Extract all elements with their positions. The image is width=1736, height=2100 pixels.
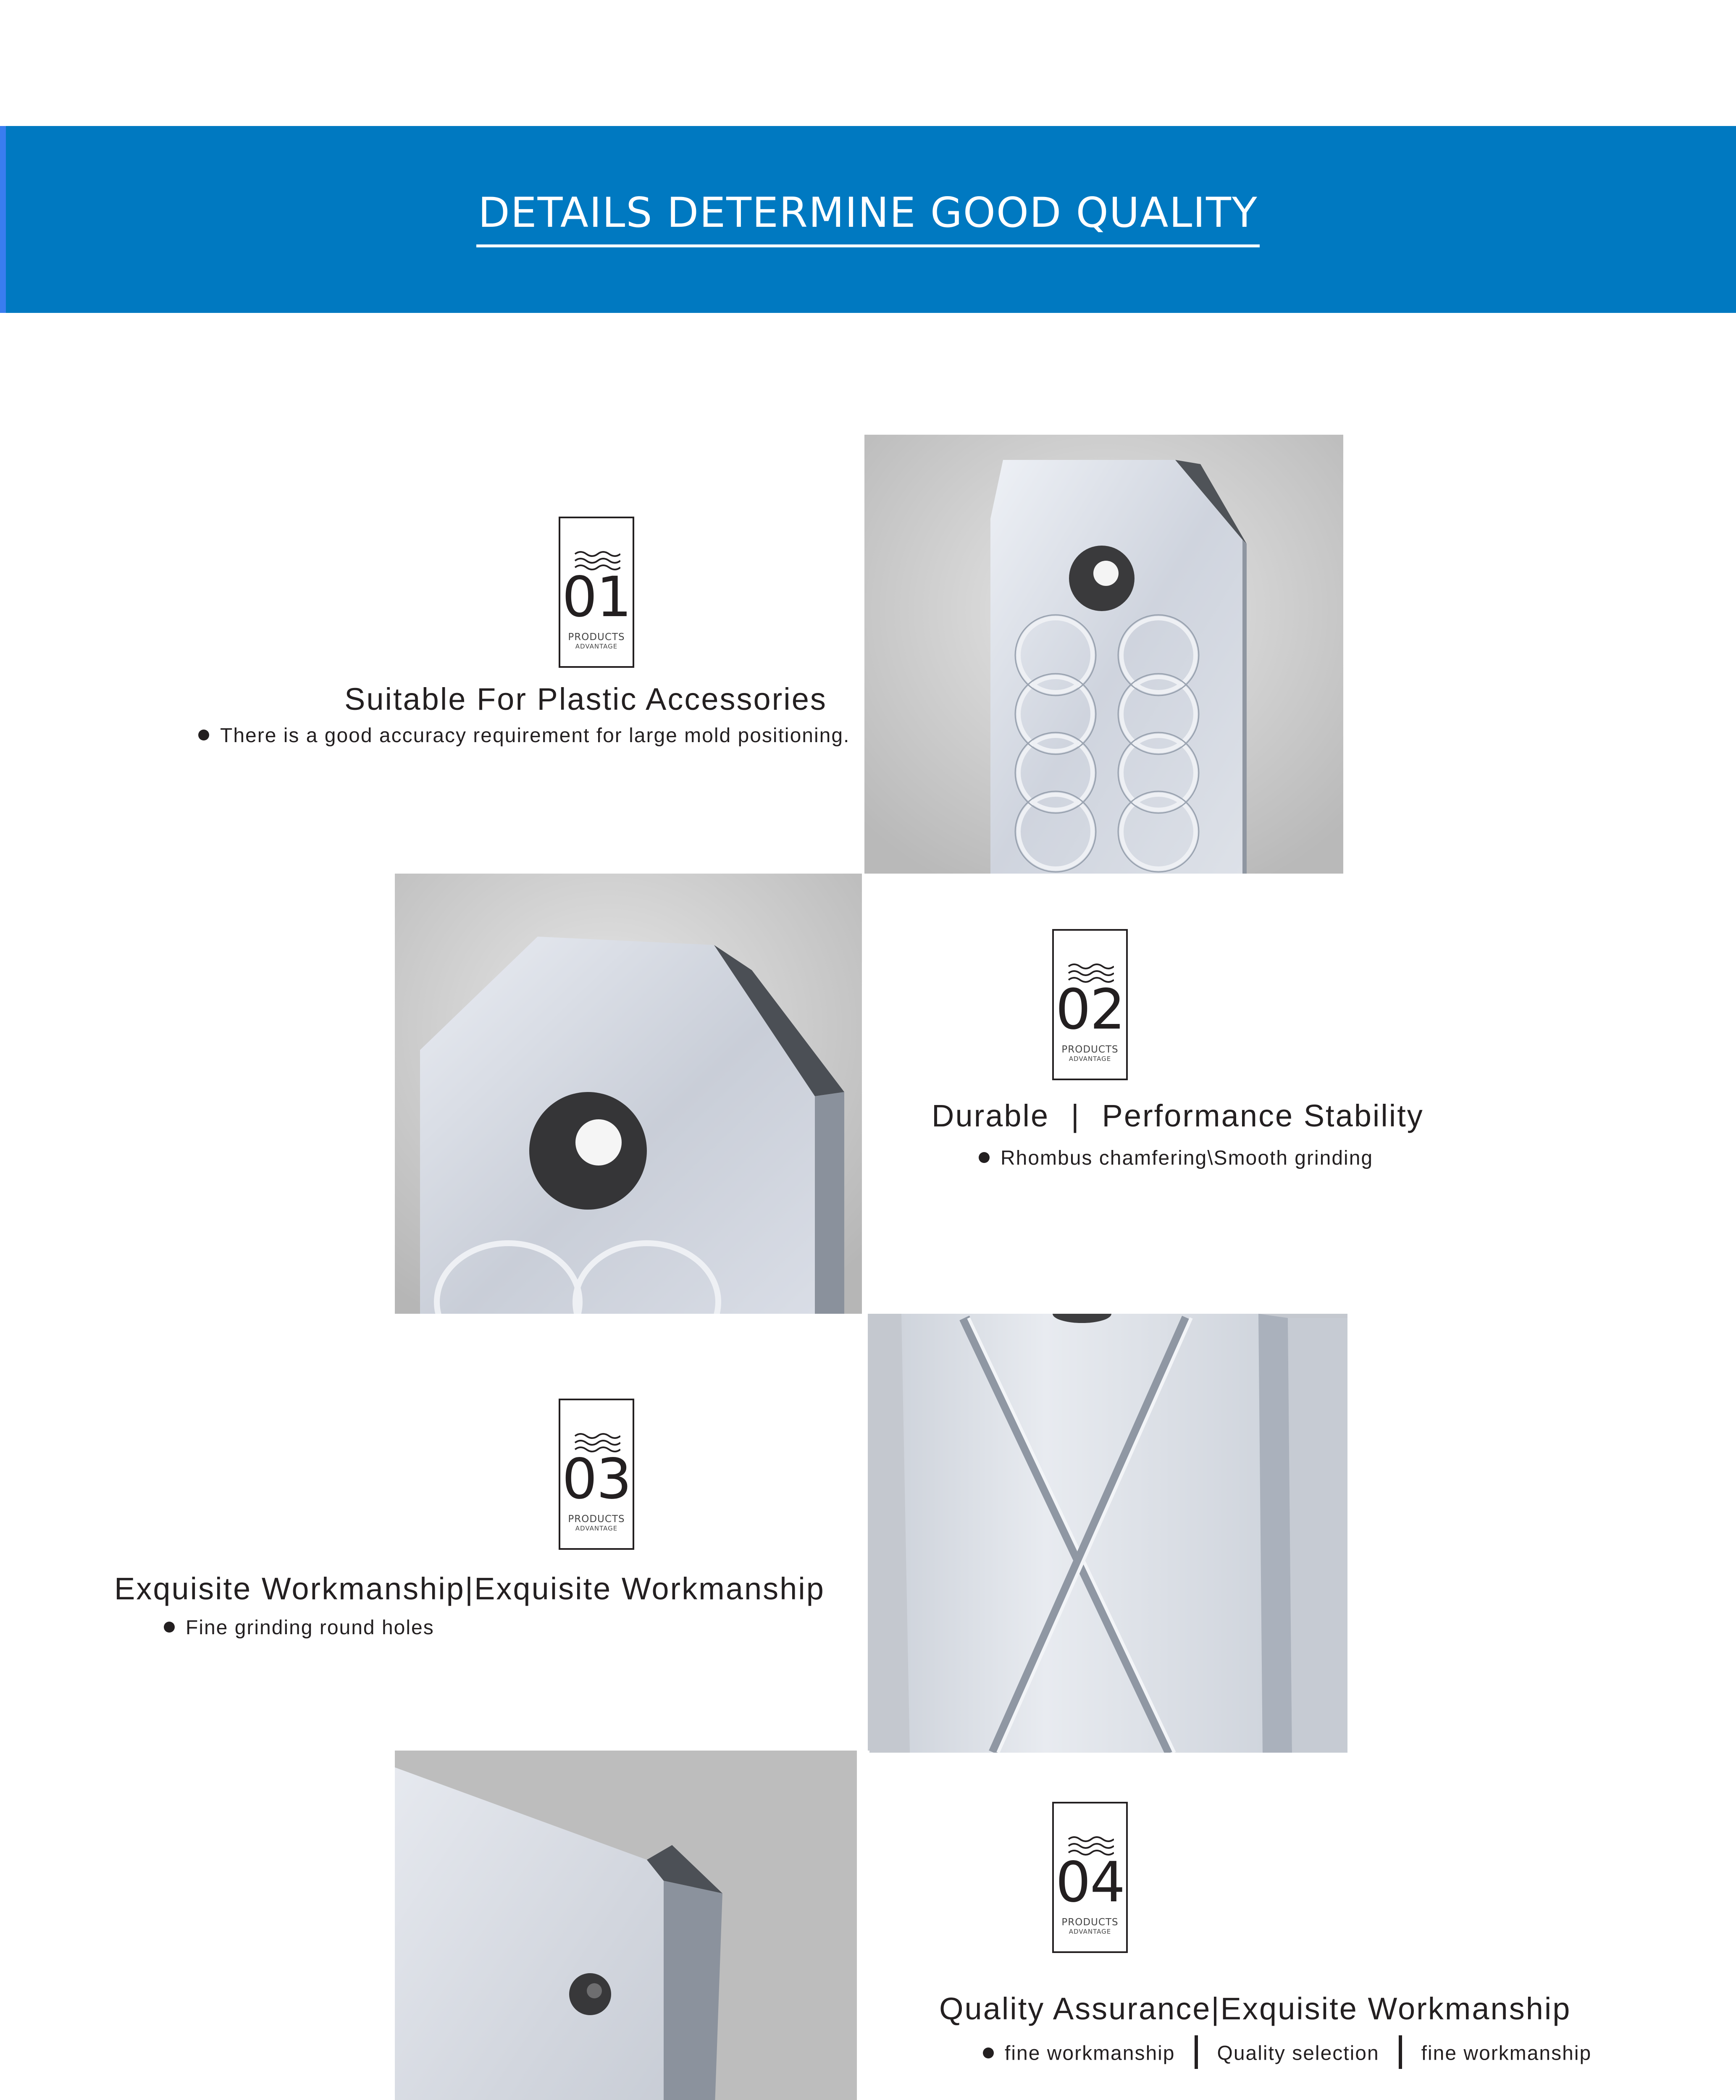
badge-caption-advantage: ADVANTAGE: [575, 643, 618, 650]
banner-title: [0, 189, 1736, 247]
point-text-3: fine workmanship: [1421, 2042, 1592, 2065]
section-03-badge: [559, 1399, 634, 1550]
heading-part-2: Performance Stability: [1102, 1098, 1424, 1133]
bullet-icon: [164, 1622, 175, 1633]
section-03-point: [164, 1616, 434, 1639]
section-04-badge: [1052, 1802, 1128, 1953]
badge-caption-advantage: ADVANTAGE: [1069, 1055, 1111, 1063]
badge-caption-advantage: ADVANTAGE: [1069, 1928, 1111, 1935]
product-photo-1: [864, 435, 1343, 874]
bullet-icon: [983, 2048, 994, 2058]
section-02-badge: [1052, 929, 1128, 1080]
bullet-icon: [979, 1152, 990, 1163]
section-number: 02: [1056, 977, 1124, 1042]
section-04-heading: Quality Assurance|Exquisite Workmanship: [939, 1991, 1571, 2026]
banner-title-text: DETAILS DETERMINE GOOD QUALITY: [476, 189, 1260, 247]
bullet-icon: [198, 730, 209, 740]
badge-caption-products: PRODUCTS: [1061, 1044, 1119, 1055]
point-text-1: fine workmanship: [1005, 2042, 1175, 2065]
badge-caption-products: PRODUCTS: [568, 1514, 625, 1525]
section-03-heading: Exquisite Workmanship|Exquisite Workmanship: [114, 1571, 825, 1606]
header-banner: [0, 126, 1736, 313]
badge-caption-advantage: ADVANTAGE: [575, 1525, 618, 1532]
point-text: Rhombus chamfering\Smooth grinding: [1001, 1147, 1374, 1169]
section-01-badge: [559, 517, 634, 668]
section-number: 03: [562, 1447, 631, 1512]
section-01-heading: Suitable For Plastic Accessories: [344, 682, 827, 717]
section-01-point: [198, 724, 850, 747]
point-text: There is a good accuracy requirement for large mold positioning.: [220, 724, 850, 747]
heading-part-1: Durable: [932, 1098, 1050, 1133]
section-number: 04: [1056, 1850, 1124, 1915]
section-02-heading: [932, 1098, 1424, 1134]
heading-separator: |: [1071, 1098, 1080, 1133]
product-photo-3: [868, 1314, 1347, 1753]
badge-caption-products: PRODUCTS: [568, 632, 625, 643]
divider-bar: [1195, 2035, 1198, 2069]
section-04-points: [983, 2038, 1592, 2071]
point-text-2: Quality selection: [1217, 2042, 1379, 2065]
product-photo-4: [395, 1751, 869, 2100]
section-number: 01: [562, 565, 631, 630]
badge-caption-products: PRODUCTS: [1061, 1917, 1119, 1928]
section-02-point: [979, 1147, 1373, 1170]
product-photo-2: [395, 874, 868, 1314]
divider-bar: [1399, 2035, 1402, 2069]
point-text: Fine grinding round holes: [186, 1617, 434, 1639]
